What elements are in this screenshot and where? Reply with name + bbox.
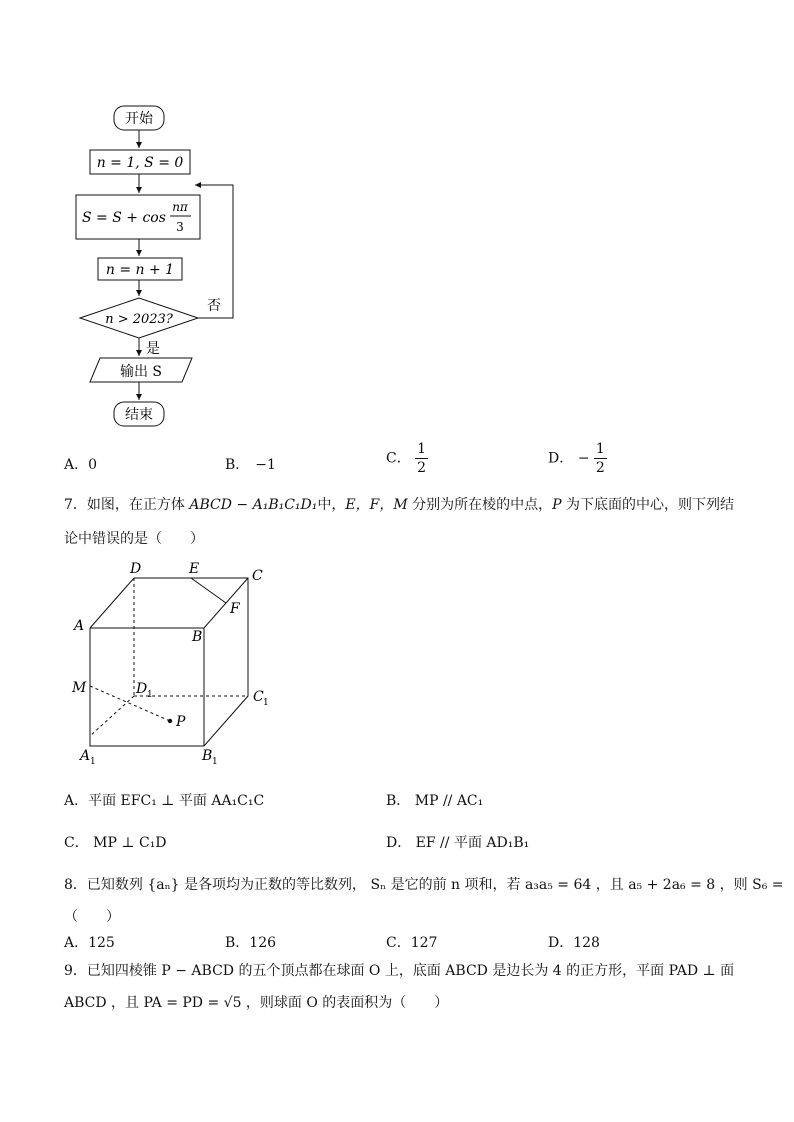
q7-text-f: 为下底面的中心，则下列结 [566, 497, 734, 513]
flow-inc-label: n = n + 1 [105, 262, 175, 278]
q7-stem-line1 [64, 494, 734, 514]
cube-svg [70, 558, 290, 770]
label-B: B [192, 629, 203, 645]
flow-step-numerator: nπ [172, 200, 188, 214]
label-A1: A [80, 748, 91, 764]
label-D1: D [136, 681, 148, 697]
q6-option-b [225, 454, 276, 474]
label-C1: C [253, 689, 264, 705]
flow-output-label: 输出 S [119, 364, 163, 380]
label-P: P [176, 714, 186, 730]
q7-text-b: 中， [317, 497, 346, 513]
q6-option-c-label: C． [386, 450, 411, 467]
q6-option-a-value: 0 [88, 457, 98, 473]
q6-option-d [548, 442, 607, 475]
flow-step-denominator: 3 [176, 220, 184, 234]
label-A: A [74, 618, 85, 634]
q6-option-c-numerator: 1 [417, 441, 427, 457]
label-B1: B [202, 748, 213, 764]
label-D1-sub: 1 [147, 690, 153, 700]
q6-option-a [64, 454, 97, 474]
flow-decision-label: n > 2023? [105, 312, 173, 327]
q7-text-d: 分别为所在棱的中点， [412, 497, 553, 513]
q9-stem-line1: 9．已知四棱锥 P − ABCD 的五个顶点都在球面 O 上，底面 ABCD 是边长为 4 的正方形，平面 PAD ⊥ 面 [64, 963, 735, 979]
q7-text-a: 7．如图，在正方体 [64, 497, 185, 513]
label-C1-sub: 1 [263, 698, 269, 708]
q8-option-a: A．125 [64, 935, 115, 951]
flow-step-prefix: S = S + cos [82, 210, 166, 226]
label-F: F [230, 601, 240, 617]
label-D: D [130, 561, 142, 577]
flow-start-label: 开始 [125, 111, 153, 127]
q6-option-c-fraction [415, 442, 428, 475]
label-A1-sub: 1 [90, 757, 96, 767]
q8-option-d: D．128 [548, 935, 600, 951]
q8-stem-line1: 8．已知数列 {aₙ} 是各项均为正数的等比数列， Sₙ 是它的前 n 项和，若 a₃a₅ = 64 ，且 a₅ + 2a₆ = 8 ，则 S₆ = [64, 877, 784, 893]
flow-end-label: 结束 [125, 407, 153, 423]
flowchart [70, 100, 270, 435]
q8-option-b: B．126 [225, 935, 277, 951]
q7-cube-name: ABCD − A₁B₁C₁D₁ [189, 497, 318, 513]
label-E: E [189, 561, 200, 577]
q7-points-efm: E，F，M [345, 497, 408, 513]
q6-option-d-label: D． [548, 450, 574, 467]
flow-yes-label: 是 [146, 341, 160, 357]
label-B1-sub: 1 [212, 757, 218, 767]
q6-option-a-label: A． [64, 457, 89, 473]
q6-option-b-value: −1 [255, 457, 276, 473]
q7-point-p: P [552, 497, 562, 513]
q6-option-d-denominator: 2 [595, 460, 605, 476]
q6-option-d-sign: − [577, 450, 590, 467]
cube-figure [70, 558, 290, 770]
flowchart-svg [70, 100, 270, 435]
label-M: M [72, 680, 87, 696]
flow-init-label: n = 1, S = 0 [96, 155, 184, 171]
q6-option-c-denominator: 2 [417, 460, 427, 476]
q7-option-d: D． EF // 平面 AD₁B₁ [386, 835, 530, 851]
q8-option-c: C．127 [386, 935, 438, 951]
q7-option-a: A．平面 EFC₁ ⊥ 平面 AA₁C₁C [64, 793, 265, 809]
q6-option-d-numerator: 1 [595, 441, 605, 457]
q7-option-c: C． MP ⊥ C₁D [64, 835, 167, 851]
q9-stem-line2: ABCD ，且 PA = PD = √5 ，则球面 O 的表面积为（ ） [64, 995, 449, 1011]
q6-option-b-label: B． [225, 457, 250, 473]
q6-option-c [386, 442, 428, 475]
q7-stem-line2: 论中错误的是（ ） [64, 531, 204, 547]
label-C: C [252, 568, 263, 584]
flow-no-label: 否 [207, 298, 221, 314]
q7-option-b: B． MP // AC₁ [386, 793, 484, 809]
q6-option-d-fraction [594, 442, 607, 475]
q8-stem-line2: （ ） [64, 909, 120, 925]
